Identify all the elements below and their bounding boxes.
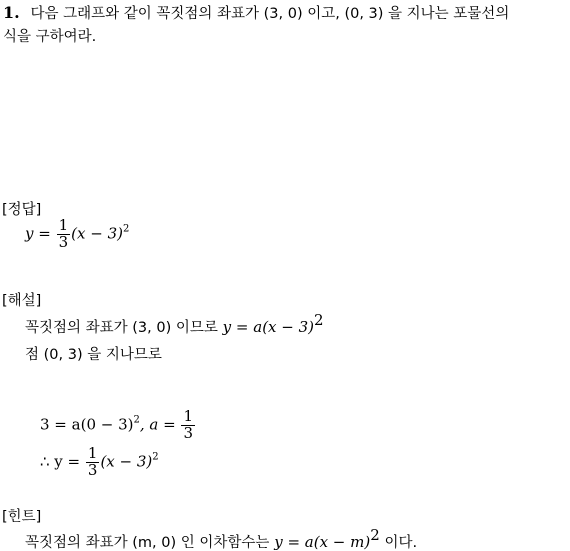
answer-fraction — [57, 218, 71, 251]
solution-eq1-left: 3 = a(0 − 3) — [40, 415, 134, 434]
hint-heading: [힌트] — [2, 509, 42, 525]
hint-formula: y = a(x − m) — [274, 533, 371, 551]
solution-heading: [해설] — [2, 293, 42, 309]
hint-line — [25, 526, 418, 551]
question-number: 1. — [3, 3, 20, 22]
hint-tail: 이다. — [384, 535, 418, 551]
solution-line1-formula: y = a(x − 3) — [222, 318, 315, 336]
answer-formula — [25, 218, 129, 251]
question-text-line2: 식을 구하여라. — [3, 29, 97, 45]
solution-line1 — [25, 311, 324, 336]
solution-equation-2 — [40, 446, 159, 479]
solution-line2: 점 (0, 3) 을 지나므로 — [25, 347, 162, 363]
answer-heading: [정답] — [2, 202, 42, 218]
solution-eq2-num: 1 — [87, 444, 98, 462]
answer-rest: (x − 3) — [71, 224, 123, 243]
question-text-line1: 다음 그래프와 같이 꼭짓점의 좌표가 (3, 0) 이고, (0, 3) 을 지나는 포물선의 — [30, 6, 510, 22]
answer-eq: = — [38, 224, 51, 243]
solution-eq1-num: 1 — [183, 407, 194, 425]
solution-eq1-den: 3 — [183, 423, 194, 442]
solution-eq1-exp: 2 — [133, 414, 140, 426]
solution-eq2-rest: (x − 3) — [100, 452, 153, 471]
solution-eq1-mid: , a = — [139, 415, 176, 434]
solution-eq2-exp: 2 — [152, 451, 159, 463]
hint-exp: 2 — [370, 526, 380, 544]
answer-exp: 2 — [122, 223, 130, 235]
question — [3, 5, 509, 22]
solution-line1-text: 꼭짓점의 좌표가 (3, 0) 이므로 — [25, 320, 218, 336]
answer-frac-num: 1 — [58, 216, 69, 234]
solution-line1-exp: 2 — [314, 311, 324, 329]
solution-eq2-den: 3 — [87, 460, 98, 479]
solution-eq2-fraction — [86, 446, 100, 479]
answer-lhs: y — [25, 224, 34, 243]
hint-text: 꼭짓점의 좌표가 (m, 0) 인 이차함수는 — [25, 535, 270, 551]
answer-frac-den: 3 — [58, 232, 69, 251]
solution-eq1-fraction — [181, 409, 195, 442]
solution-equation-1 — [40, 409, 196, 442]
solution-eq2-left: ∴ y = — [40, 452, 81, 471]
